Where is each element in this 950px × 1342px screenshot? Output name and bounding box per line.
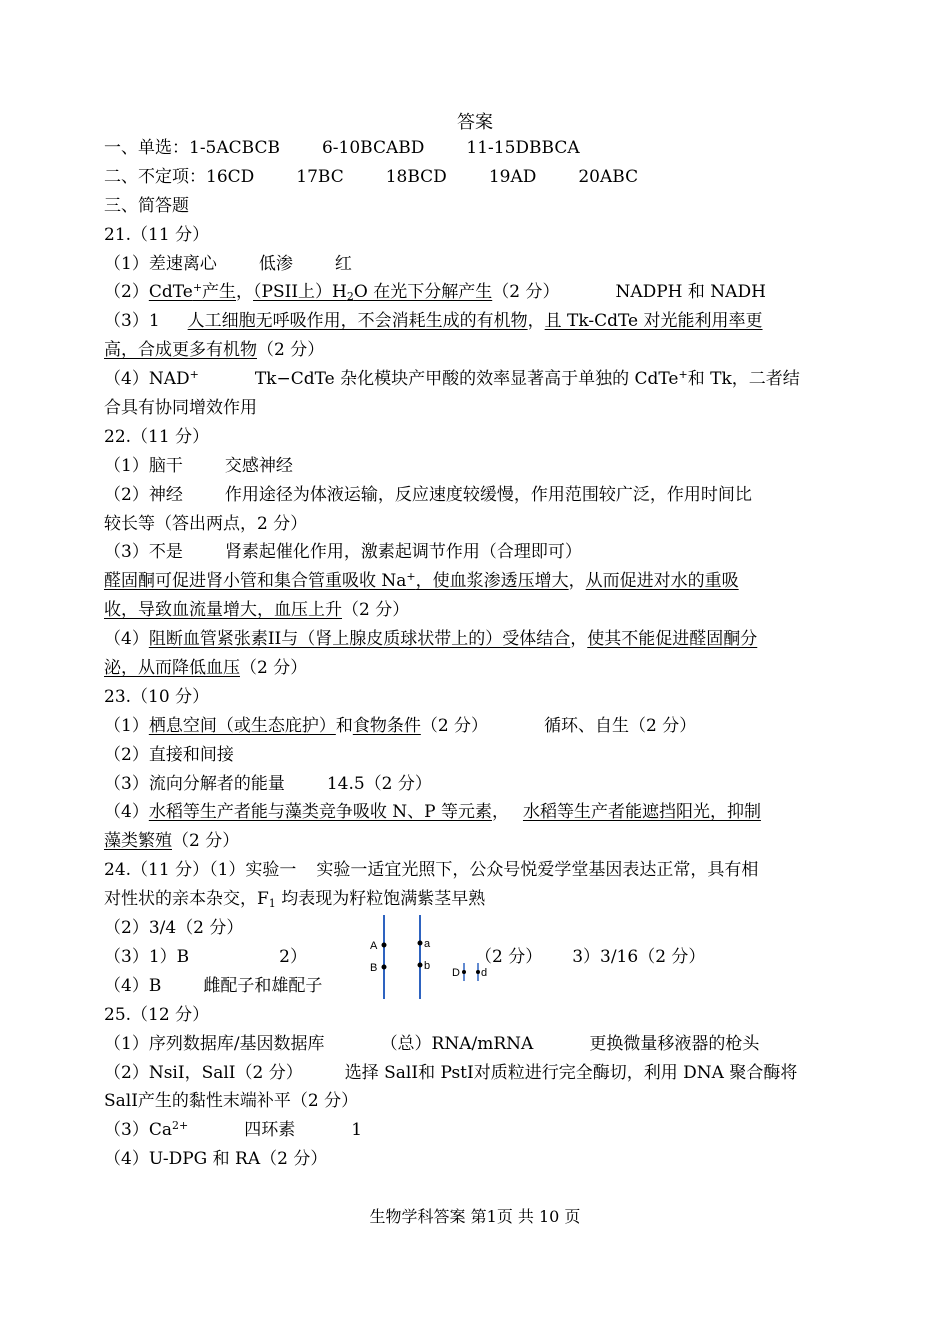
q22-part-2 bbox=[104, 481, 846, 510]
answer-text: B bbox=[148, 975, 162, 996]
locus-b bbox=[418, 962, 423, 967]
answer-group: 20ABC bbox=[578, 166, 639, 187]
answer-text: 脑干 bbox=[148, 455, 183, 476]
part-label: （4） bbox=[104, 975, 149, 996]
key-point: 泌，从而降低血压 bbox=[104, 658, 240, 679]
key-point: 人工细胞无呼吸作用，不会消耗生成的有机物 bbox=[187, 311, 528, 332]
q22-part-3-cont: 醛固酮可促进肾小管和集合管重吸收 Na+，使血浆渗透压增大，从而促进对水的重吸 bbox=[104, 570, 739, 592]
answer-text: U-DPG 和 RA（2 分） bbox=[148, 1149, 328, 1170]
q21-part-2: （2）CdTe+产生，（PSII上）$H_2O$ 在光下分解产生（2 分） NADPH 和 NADH bbox=[104, 281, 766, 304]
answer-text: 肾素起催化作用，激素起调节作用（合理即可） bbox=[224, 542, 582, 563]
key-point: 水稻等生产者能遮挡阳光，抑制 bbox=[522, 802, 761, 823]
section-label: 一、单选： bbox=[104, 138, 189, 158]
answer-text: $Ca^{2+}$ bbox=[148, 1119, 189, 1141]
part-label: （4） bbox=[104, 1149, 149, 1170]
answer-text: （总）RNA/mRNA bbox=[380, 1033, 534, 1054]
answer-text: 直接和间接 bbox=[148, 744, 234, 765]
part-label: （4） bbox=[104, 369, 149, 390]
q25-part-2-cont: SalI产生的黏性末端补平（2 分） bbox=[104, 1091, 359, 1112]
answer-text: 1）B bbox=[148, 946, 190, 967]
answer-text: 不是 bbox=[148, 542, 183, 563]
answer-text: 雌配子和雄配子 bbox=[203, 975, 323, 996]
part-label: （1） bbox=[104, 253, 149, 274]
gene-label-a: a bbox=[424, 937, 431, 950]
answer-text: 1 bbox=[148, 311, 160, 332]
part-label: （2） bbox=[104, 1062, 149, 1083]
q21-part-4: （4）NAD+ Tk−CdTe 杂化模块产甲酸的效率显著高于单独的 CdTe+和 Tk，二者结 bbox=[104, 368, 800, 390]
score: （2 分） bbox=[240, 658, 308, 679]
key-point: CdTe+产生 bbox=[148, 281, 237, 303]
q22-part-2-cont: 较长等（答出两点，2 分） bbox=[104, 513, 308, 534]
single-choice-answers bbox=[104, 134, 846, 163]
answer-text: 循环、自生（2 分） bbox=[544, 715, 697, 736]
part-label: （3） bbox=[104, 1120, 149, 1141]
key-point: 收，导致血流量增大，血压上升 bbox=[104, 600, 342, 621]
page-title: 答案 bbox=[457, 112, 493, 133]
part-label: （2） bbox=[104, 744, 149, 765]
q23-part-2 bbox=[104, 741, 846, 770]
q25-part-3 bbox=[104, 1116, 846, 1145]
answer-text: 实验一 bbox=[245, 860, 297, 881]
page-footer: 生物学科答案 第1页 共 10 页 bbox=[369, 1207, 581, 1226]
part-label: （3） bbox=[104, 542, 149, 563]
answer-text: 3）3/16（2 分） bbox=[572, 946, 706, 967]
gene-label-B: B bbox=[370, 961, 378, 974]
answer-group: 1-5ACBCB bbox=[189, 138, 280, 158]
key-point: 高，合成更多有机物 bbox=[104, 340, 257, 361]
answer-text: 神经 bbox=[148, 484, 183, 505]
q25-part-4 bbox=[104, 1145, 846, 1174]
q22-part-3-cont2 bbox=[104, 596, 846, 625]
part-label: （1） bbox=[104, 1033, 149, 1054]
answer-text: NADPH 和 NADH bbox=[615, 282, 766, 303]
question-heading: 24.（11 分） bbox=[104, 860, 210, 881]
q25-part-1 bbox=[104, 1030, 846, 1059]
answer-text: 作用途径为体液运输，反应速度较缓慢，作用范围较广泛，作用时间比 bbox=[224, 484, 752, 505]
key-point: 水稻等生产者能与藻类竞争吸收 N、P 等元素 bbox=[148, 802, 492, 823]
answer-text: 交感神经 bbox=[224, 455, 293, 476]
answer-text: 1 bbox=[351, 1120, 363, 1141]
multi-choice-answers bbox=[104, 163, 846, 192]
answer-group: 16CD bbox=[206, 166, 255, 187]
answer-text: NAD+ bbox=[148, 368, 199, 390]
answer-content bbox=[104, 134, 846, 1174]
q24-part-3 bbox=[104, 937, 846, 979]
key-point: 藻类繁殖 bbox=[104, 831, 172, 852]
q21-part-1 bbox=[104, 250, 846, 279]
part-label: （2） bbox=[104, 484, 149, 505]
answer-text: 2） bbox=[279, 946, 307, 967]
q23-part-1: （1）栖息空间（或生态庇护）和食物条件（2 分） 循环、自生（2 分） bbox=[104, 715, 697, 736]
answer-text: 红 bbox=[334, 253, 352, 274]
q22-part-1 bbox=[104, 452, 846, 481]
key-point: 栖息空间（或生态庇护） bbox=[148, 715, 336, 736]
part-label: （3） bbox=[104, 773, 149, 794]
key-point: 醛固酮可促进肾小管和集合管重吸收 Na+，使血浆渗透压增大 bbox=[104, 570, 569, 592]
part-label: （4） bbox=[104, 802, 149, 823]
key-point: （PSII上）$H_2O$ 在光下分解产生 bbox=[253, 282, 493, 304]
gene-label-b: b bbox=[424, 959, 431, 972]
score: （2 分） bbox=[420, 715, 489, 736]
score: （2 分） bbox=[342, 600, 410, 621]
answer-group: 18BCD bbox=[385, 166, 447, 187]
score: （2 分） bbox=[257, 340, 325, 361]
locus-a bbox=[418, 940, 423, 945]
q24-part-1-cont: 对性状的亲本杂交，$F_1$ 均表现为籽粒饱满紫茎早熟 bbox=[104, 889, 486, 911]
q21-part-3: （3）1 人工细胞无呼吸作用，不会消耗生成的有机物，且 Tk-CdTe 对光能利用率更 bbox=[104, 311, 763, 332]
answer-group: 11-15DBBCA bbox=[466, 138, 580, 158]
answer-group: 19AD bbox=[488, 166, 537, 187]
answer-text: 流向分解者的能量 bbox=[148, 773, 285, 794]
locus-A bbox=[382, 942, 387, 947]
question-24-heading bbox=[104, 856, 846, 885]
answer-text: 更换微量移液器的枪头 bbox=[589, 1033, 760, 1054]
gene-label-A: A bbox=[370, 939, 378, 952]
question-23-heading: 23.（10 分） bbox=[104, 686, 210, 707]
question-21-heading: 21.（11 分） bbox=[104, 224, 210, 245]
key-point: 从而促进对水的重吸 bbox=[585, 571, 739, 592]
q21-part-3-cont bbox=[104, 336, 846, 365]
answer-text: 序列数据库/基因数据库 bbox=[148, 1033, 325, 1054]
answer-text: NsiI，SalI（2 分） bbox=[148, 1062, 303, 1083]
key-point: 阻断血管紧张素II与（肾上腺皮质球状带上的）受体结合 bbox=[148, 629, 571, 650]
part-label: （1） bbox=[209, 860, 246, 881]
q23-part-4-cont bbox=[104, 827, 846, 856]
q22-part-4: （4）阻断血管紧张素II与（肾上腺皮质球状带上的）受体结合，使其不能促进醛固酮分 bbox=[104, 629, 758, 650]
part-label: （2） bbox=[104, 282, 149, 303]
part-label: （2） bbox=[104, 918, 149, 939]
score: （2 分） bbox=[474, 946, 543, 967]
section-label: 二、不定项： bbox=[104, 166, 206, 187]
key-point: 使其不能促进醛固酮分 bbox=[587, 629, 758, 650]
answer-text: Tk−CdTe 杂化模块产甲酸的效率显著高于单独的 CdTe bbox=[254, 369, 679, 390]
q21-part-4-cont: 合具有协同增效作用 bbox=[104, 398, 257, 419]
answer-group: 6-10BCABD bbox=[321, 138, 425, 158]
answer-group: 17BC bbox=[296, 166, 344, 187]
part-label: （1） bbox=[104, 715, 149, 736]
q23-part-4: （4）水稻等生产者能与藻类竞争吸收 N、P 等元素， 水稻等生产者能遮挡阳光，抑制 bbox=[104, 802, 761, 823]
score: （2 分） bbox=[172, 831, 240, 852]
key-point: 食物条件 bbox=[352, 715, 421, 736]
q22-part-3 bbox=[104, 538, 846, 567]
answer-text: 14.5（2 分） bbox=[326, 773, 432, 794]
answer-text: 差速离心 bbox=[148, 253, 217, 274]
locus-D bbox=[462, 970, 466, 974]
answer-text: 选择 SalI和 PstI对质粒进行完全酶切，利用 DNA 聚合酶将 bbox=[344, 1062, 798, 1083]
chromosome-diagram bbox=[366, 915, 496, 999]
answer-text: 3/4（2 分） bbox=[148, 918, 244, 939]
q23-part-3 bbox=[104, 770, 846, 799]
answer-text: 低渗 bbox=[258, 253, 293, 274]
answer-text: 和 Tk，二者结 bbox=[687, 369, 800, 390]
key-point: 且 Tk-CdTe 对光能利用率更 bbox=[544, 311, 763, 332]
part-label: （3） bbox=[104, 311, 149, 332]
locus-B bbox=[382, 964, 387, 969]
q22-part-4-cont bbox=[104, 654, 846, 683]
gene-label-d: d bbox=[481, 966, 488, 979]
gene-label-D: D bbox=[452, 966, 460, 979]
question-25-heading: 25.（12 分） bbox=[104, 1004, 210, 1025]
locus-d bbox=[476, 970, 480, 974]
part-label: （1） bbox=[104, 455, 149, 476]
score: （2 分） bbox=[492, 282, 560, 303]
question-22-heading: 22.（11 分） bbox=[104, 426, 210, 447]
section-heading: 三、简答题 bbox=[104, 195, 189, 216]
q25-part-2 bbox=[104, 1059, 846, 1088]
answer-text: 四环素 bbox=[244, 1120, 296, 1141]
answer-text: 实验一适宜光照下，公众号悦爱学堂基因表达正常，具有相 bbox=[316, 860, 759, 881]
part-label: （3） bbox=[104, 946, 149, 967]
part-label: （4） bbox=[104, 629, 149, 650]
